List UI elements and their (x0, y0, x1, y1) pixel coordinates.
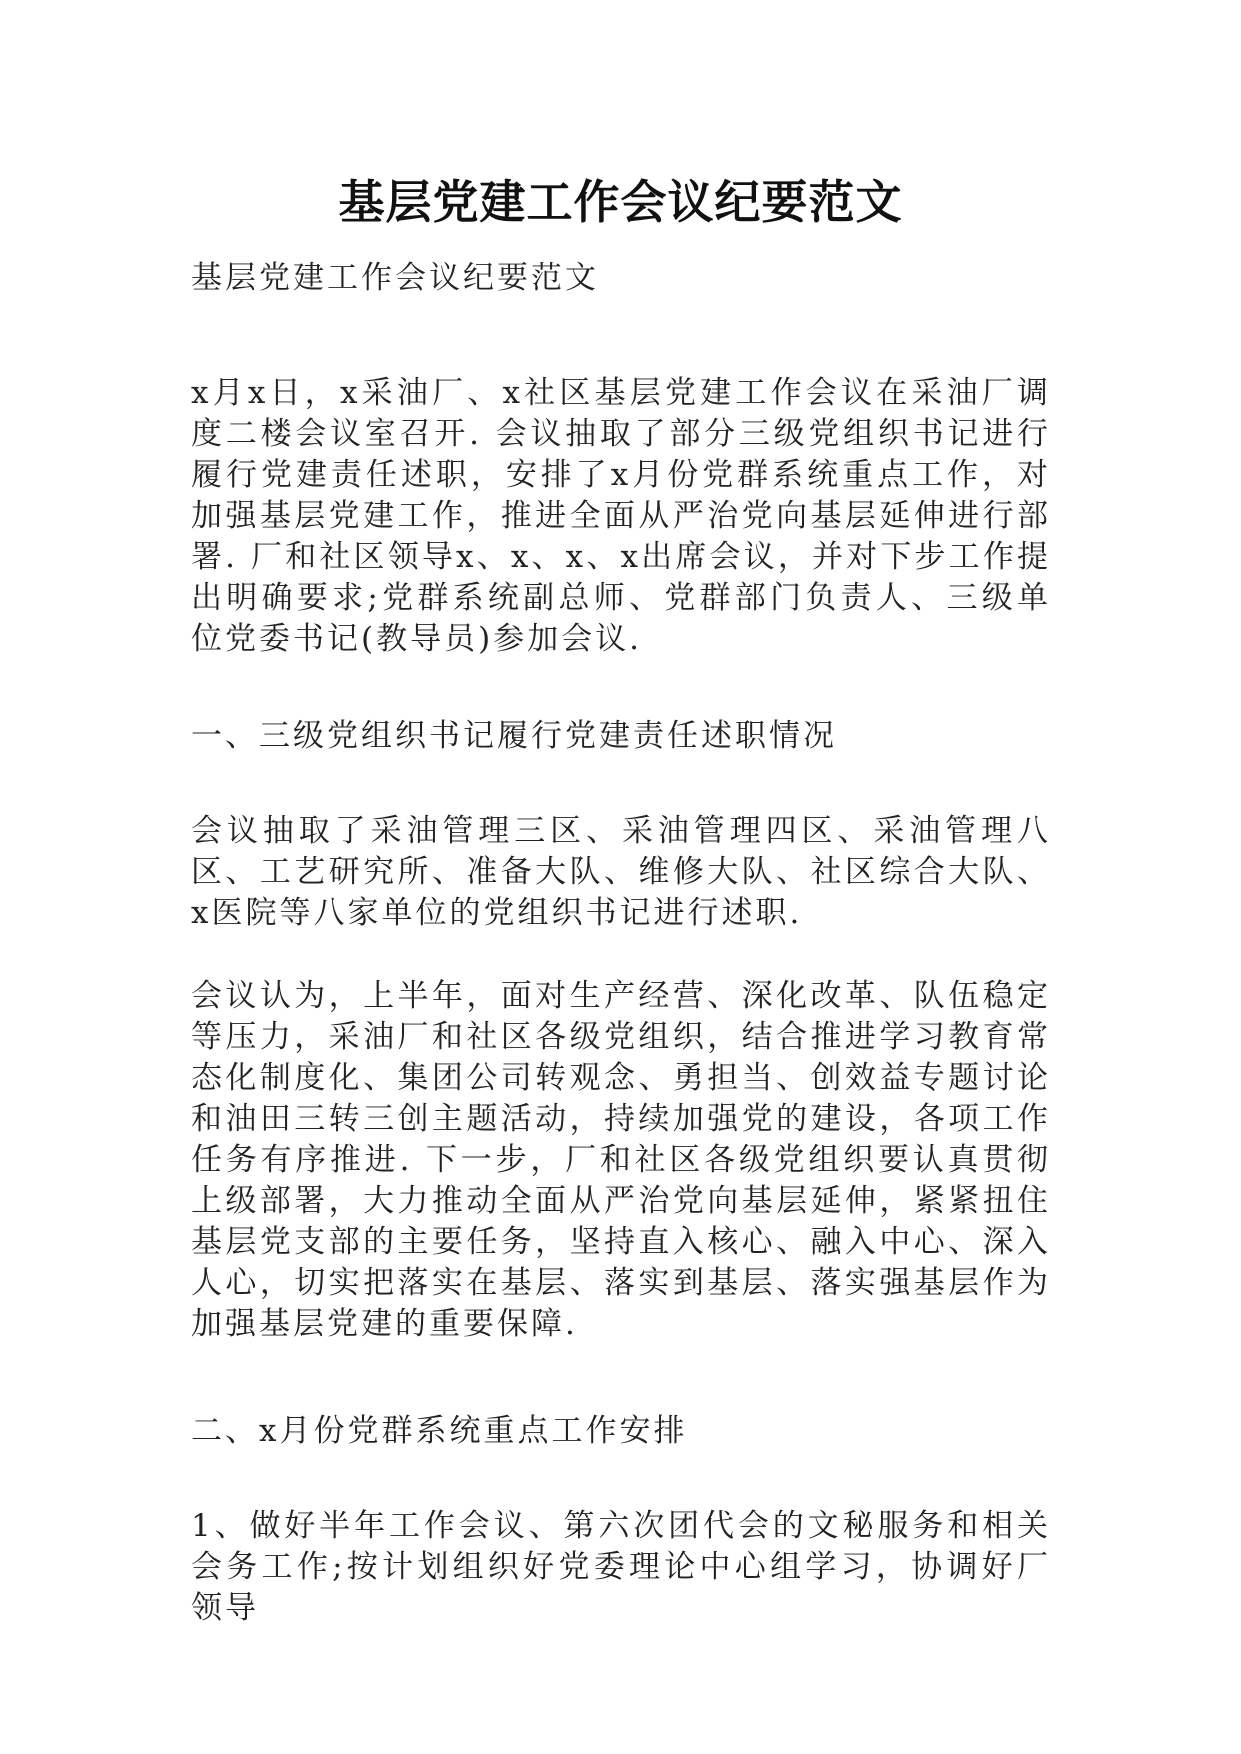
section-heading-1: 一、三级党组织书记履行党建责任述职情况 (191, 718, 837, 754)
units-paragraph: 会议抽取了采油管理三区、采油管理四区、采油管理八区、工艺研究所、准备大队、维修大队、社区综合大队、x医院等八家单位的党组织书记进行述职. (191, 813, 1051, 931)
document-subtitle: 基层党建工作会议纪要范文 (191, 260, 599, 296)
intro-paragraph: x月x日，x采油厂、x社区基层党建工作会议在采油厂调度二楼会议室召开. 会议抽取了部分三级党组织书记进行履行党建责任述职，安排了x月份党群系统重点工作，对加强基层党建工作，推进全面从严治党向基层延伸进行部署. 厂和社区领导x、x、x、x出席会议，并对下步工作提出明确要求;党群系统副总师、党群部门负责人、三级单位党委书记(教导员)参加会议. (191, 375, 1051, 657)
opinion-paragraph: 会议认为，上半年，面对生产经营、深化改革、队伍稳定等压力，采油厂和社区各级党组织，结合推进学习教育常态化制度化、集团公司转观念、勇担当、创效益专题讨论和油田三转三创主题活动，持续加强党的建设，各项工作任务有序推进. 下一步，厂和社区各级党组织要认真贯彻上级部署，大力推动全面从严治党向基层延伸，紧紧扭住基层党支部的主要任务，坚持直入核心、融入中心、深入人心，切实把落实在基层、落实到基层、落实强基层作为加强基层党建的重要保障. (191, 978, 1051, 1342)
list-item-1: 1、做好半年工作会议、第六次团代会的文秘服务和相关会务工作;按计划组织好党委理论中心组学习，协调好厂领导 (191, 1508, 1051, 1626)
section-heading-2: 二、x月份党群系统重点工作安排 (191, 1413, 688, 1449)
document-title: 基层党建工作会议纪要范文 (338, 175, 903, 229)
